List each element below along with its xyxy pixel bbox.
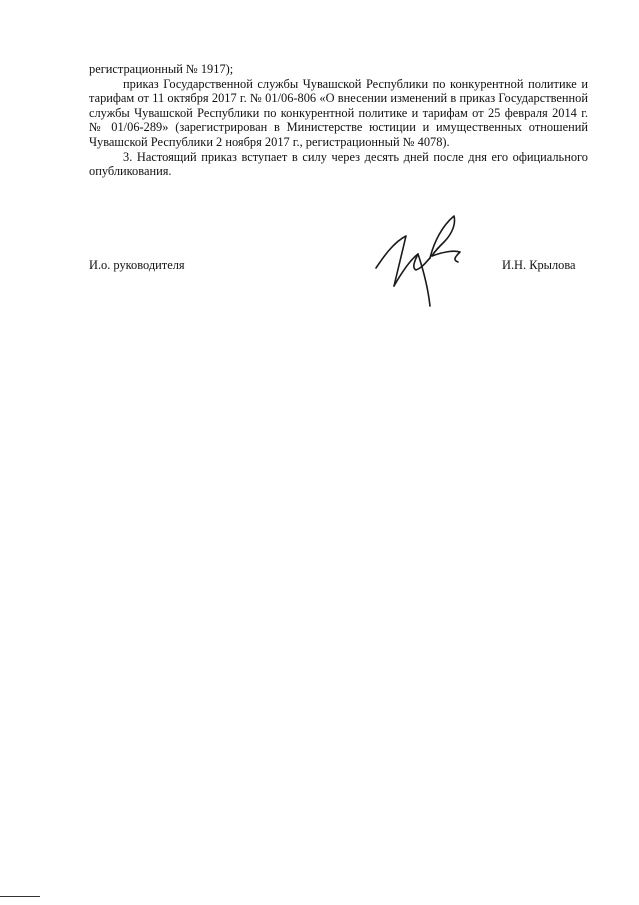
signatory-title: И.о. руководителя bbox=[89, 258, 185, 272]
signature-stroke-2 bbox=[394, 254, 430, 286]
signature-stroke-3 bbox=[418, 254, 430, 306]
document-body bbox=[89, 62, 588, 179]
signature-stroke-5 bbox=[432, 251, 460, 262]
signature-stroke-1 bbox=[376, 236, 406, 286]
paragraph-order-reference: приказ Государственной службы Чувашской Республики по конкурентной политике и тарифам от 11 октября 2017 г. № 01/06-806 «О внесении изменений в приказ Государственной службы Чувашской Республики по конкурентной политике и тарифам от 25 февраля 2014 г. № 01/06-289» (зарегистрирован в Министерстве юстиции и имущественных отношений Чувашской Республики 2 ноября 2017 г., регистрационный № 4078). bbox=[89, 76, 588, 149]
scan-edge-mark bbox=[0, 896, 40, 897]
signatory-name: И.Н. Крылова bbox=[502, 258, 576, 272]
paragraph-continuation: регистрационный № 1917); bbox=[89, 62, 234, 76]
paragraph-effective-date: 3. Настоящий приказ вступает в силу через десять дней после дня его официального опубликования. bbox=[89, 149, 588, 179]
handwritten-signature bbox=[372, 212, 472, 312]
